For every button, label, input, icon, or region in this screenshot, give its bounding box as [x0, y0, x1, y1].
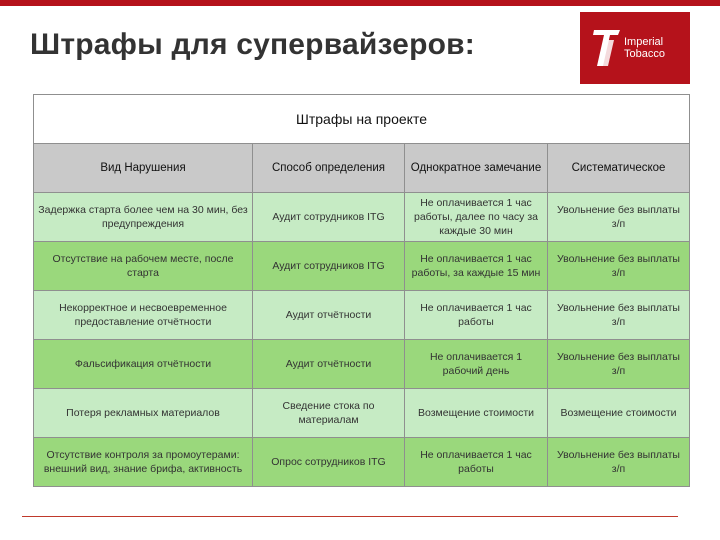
violation-cell: Задержка старта более чем на 30 мин, без предупреждения: [34, 193, 253, 242]
method-cell: Аудит сотрудников ITG: [253, 242, 405, 291]
table-caption: Штрафы на проекте: [34, 95, 690, 144]
slide-title: Штрафы для супервайзеров:: [30, 28, 475, 61]
single-penalty-cell: Не оплачивается 1 час работы, далее по часу за каждые 30 мин: [405, 193, 548, 242]
column-header-violation: Вид Нарушения: [34, 144, 253, 193]
violation-cell: Отсутствие на рабочем месте, после старта: [34, 242, 253, 291]
single-penalty-cell: Не оплачивается 1 час работы: [405, 291, 548, 340]
violation-cell: Отсутствие контроля за промоутерами: внешний вид, знание брифа, активность: [34, 438, 253, 487]
single-penalty-cell: Не оплачивается 1 час работы: [405, 438, 548, 487]
single-penalty-cell: Возмещение стоимости: [405, 389, 548, 438]
single-penalty-cell: Не оплачивается 1 рабочий день: [405, 340, 548, 389]
systematic-penalty-cell: Увольнение без выплаты з/п: [548, 193, 690, 242]
footer-divider: [22, 516, 678, 517]
logo-wordmark: [624, 36, 665, 60]
column-header-single: Однократное замечание: [405, 144, 548, 193]
method-cell: Опрос сотрудников ITG: [253, 438, 405, 487]
method-cell: Аудит сотрудников ITG: [253, 193, 405, 242]
systematic-penalty-cell: Увольнение без выплаты з/п: [548, 242, 690, 291]
top-accent-bar: [0, 0, 720, 6]
systematic-penalty-cell: Увольнение без выплаты з/п: [548, 438, 690, 487]
penalties-table-container: [33, 94, 689, 487]
penalties-table: [33, 94, 690, 487]
column-header-systematic: Систематическое: [548, 144, 690, 193]
single-penalty-cell: Не оплачивается 1 час работы, за каждые 15 мин: [405, 242, 548, 291]
logo-mark-icon: [590, 26, 624, 70]
method-cell: Аудит отчётности: [253, 291, 405, 340]
table-row: [34, 340, 690, 389]
column-header-method: Способ определения: [253, 144, 405, 193]
violation-cell: Потеря рекламных материалов: [34, 389, 253, 438]
systematic-penalty-cell: Увольнение без выплаты з/п: [548, 291, 690, 340]
method-cell: Аудит отчётности: [253, 340, 405, 389]
table-header-row: [34, 144, 690, 193]
violation-cell: Фальсификация отчётности: [34, 340, 253, 389]
table-row: [34, 242, 690, 291]
imperial-tobacco-logo: [580, 12, 690, 84]
table-row: [34, 389, 690, 438]
table-row: [34, 438, 690, 487]
logo-line-1: Imperial: [624, 36, 664, 48]
logo-line-2: Tobacco: [624, 48, 665, 60]
table-row: [34, 291, 690, 340]
violation-cell: Некорректное и несвоевременное предоставление отчётности: [34, 291, 253, 340]
method-cell: Сведение стока по материалам: [253, 389, 405, 438]
table-row: [34, 193, 690, 242]
systematic-penalty-cell: Возмещение стоимости: [548, 389, 690, 438]
systematic-penalty-cell: Увольнение без выплаты з/п: [548, 340, 690, 389]
